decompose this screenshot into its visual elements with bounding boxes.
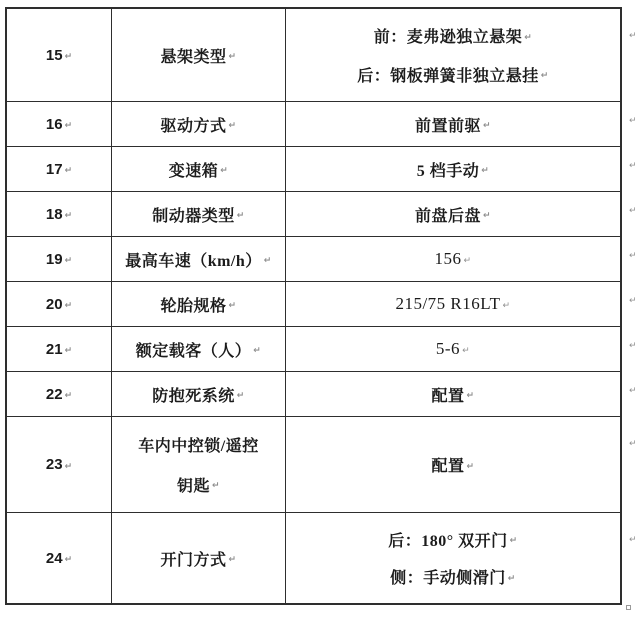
paragraph-mark-icon: ↵ — [540, 71, 549, 82]
value-cell — [286, 327, 620, 372]
text-run: 后：180° 双开门 — [388, 532, 508, 550]
label-cell — [112, 147, 286, 192]
cell-text — [152, 203, 245, 226]
row-end-mark-icon: ↵ — [629, 439, 637, 449]
row-end-mark-icon: ↵ — [629, 206, 637, 216]
cell-text — [46, 341, 72, 358]
text-run: 配置 — [431, 458, 465, 475]
num-cell — [7, 147, 112, 192]
cell-text — [46, 161, 72, 178]
cell-text — [431, 383, 474, 406]
cell-text — [46, 386, 72, 403]
paragraph-mark-icon: ↵ — [64, 52, 73, 62]
document-end-marker — [626, 605, 631, 610]
text-run: 制动器类型 — [152, 207, 235, 225]
value-cell — [286, 417, 620, 513]
text-run: 23 — [45, 456, 63, 473]
cell-text — [46, 47, 72, 64]
paragraph-mark-icon: ↵ — [64, 461, 73, 472]
paragraph-mark-icon: ↵ — [253, 346, 262, 356]
paragraph-mark-icon: ↵ — [502, 301, 511, 311]
paragraph-mark-icon: ↵ — [64, 121, 73, 131]
num-cell — [7, 192, 112, 237]
cell-text — [395, 294, 510, 314]
text-run: 侧：手动侧滑门 — [390, 570, 506, 588]
paragraph-mark-icon: ↵ — [463, 256, 472, 266]
cell-text — [374, 24, 533, 47]
row-end-mark-icon: ↵ — [629, 386, 637, 396]
cell-text — [152, 383, 245, 406]
text-run: 后：钢板弹簧非独立悬挂 — [357, 67, 539, 85]
label-cell — [112, 372, 286, 417]
row-end-mark-icon: ↵ — [629, 161, 637, 171]
value-cell — [286, 282, 620, 327]
text-run: 轮胎规格 — [160, 297, 227, 315]
num-cell — [7, 417, 112, 513]
num-cell — [7, 102, 112, 147]
paragraph-mark-icon: ↵ — [211, 481, 221, 492]
cell-text — [160, 293, 236, 316]
value-cell — [286, 372, 620, 417]
value-cell — [286, 192, 620, 237]
paragraph-mark-icon: ↵ — [481, 166, 490, 176]
text-run: 16 — [45, 115, 63, 133]
text-run: 20 — [45, 295, 63, 313]
text-run: 前盘后盘 — [414, 207, 481, 225]
text-run: 车内中控锁/遥控 — [138, 438, 259, 456]
label-cell — [112, 237, 286, 282]
cell-text — [160, 44, 236, 67]
cell-text — [46, 550, 72, 567]
row-end-mark-icon: ↵ — [629, 31, 637, 41]
text-run: 215/75 R16LT — [395, 294, 501, 313]
paragraph-mark-icon: ↵ — [64, 391, 73, 401]
text-run: 配置 — [431, 387, 465, 405]
cell-text — [434, 249, 471, 269]
row-end-mark-icon: ↵ — [629, 535, 637, 545]
cell-text — [415, 113, 491, 136]
paragraph-mark-icon: ↵ — [64, 166, 73, 176]
value-cell — [286, 237, 620, 282]
value-cell — [286, 9, 620, 102]
num-cell — [7, 513, 112, 603]
text-run: 19 — [45, 250, 63, 268]
paragraph-mark-icon: ↵ — [228, 52, 237, 62]
label-cell — [112, 513, 286, 603]
cell-text — [177, 473, 220, 496]
paragraph-mark-icon: ↵ — [236, 391, 245, 401]
text-run: 15 — [45, 46, 63, 64]
text-run: 开门方式 — [160, 551, 227, 569]
text-run: 5-6 — [435, 339, 461, 358]
text-run: 前：麦弗逊独立悬架 — [373, 29, 523, 47]
cell-text — [431, 453, 474, 476]
label-cell — [112, 102, 286, 147]
cell-text — [46, 456, 72, 473]
text-run: 17 — [45, 160, 63, 178]
paragraph-mark-icon: ↵ — [462, 346, 471, 356]
paragraph-mark-icon: ↵ — [64, 555, 73, 565]
label-cell — [112, 327, 286, 372]
text-run: 最高车速（km/h） — [125, 252, 262, 270]
cell-text — [390, 565, 516, 588]
cell-text — [436, 339, 470, 359]
text-run: 5 档手动 — [416, 162, 480, 180]
paragraph-mark-icon: ↵ — [466, 391, 475, 401]
cell-text — [136, 338, 262, 361]
row-end-mark-icon: ↵ — [629, 251, 637, 261]
cell-text — [160, 547, 236, 570]
paragraph-mark-icon: ↵ — [64, 256, 73, 266]
num-cell — [7, 327, 112, 372]
cell-text — [46, 251, 72, 268]
label-cell — [112, 282, 286, 327]
paragraph-mark-icon: ↵ — [220, 166, 229, 176]
text-run: 22 — [45, 385, 63, 403]
text-run: 悬架类型 — [160, 48, 227, 66]
value-cell — [286, 513, 620, 603]
paragraph-mark-icon: ↵ — [236, 211, 245, 221]
text-run: 驱动方式 — [160, 117, 227, 135]
paragraph-mark-icon: ↵ — [482, 211, 492, 221]
num-cell — [7, 372, 112, 417]
num-cell — [7, 282, 112, 327]
value-cell — [286, 102, 620, 147]
text-run: 额定载客（人） — [135, 342, 252, 360]
paragraph-mark-icon: ↵ — [228, 121, 237, 131]
row-end-mark-icon: ↵ — [629, 341, 637, 351]
cell-text — [160, 113, 236, 136]
text-run: 18 — [45, 205, 63, 223]
paragraph-mark-icon: ↵ — [524, 32, 533, 43]
vehicle-spec-table — [5, 7, 622, 605]
text-run: 21 — [45, 340, 63, 358]
paragraph-mark-icon: ↵ — [64, 211, 73, 221]
row-end-mark-icon: ↵ — [629, 296, 637, 306]
paragraph-mark-icon: ↵ — [64, 346, 73, 356]
cell-text — [138, 433, 258, 456]
paragraph-mark-icon: ↵ — [482, 121, 492, 131]
text-run: 156 — [434, 249, 462, 268]
paragraph-mark-icon: ↵ — [228, 301, 237, 311]
text-run: 前置前驱 — [414, 117, 481, 135]
value-cell — [286, 147, 620, 192]
label-cell — [112, 9, 286, 102]
num-cell — [7, 237, 112, 282]
paragraph-mark-icon: ↵ — [64, 301, 73, 311]
text-run: 变速箱 — [168, 162, 219, 180]
text-run: 防抱死系统 — [152, 387, 235, 405]
cell-text — [46, 116, 72, 133]
cell-text — [46, 206, 72, 223]
paragraph-mark-icon: ↵ — [263, 256, 272, 266]
paragraph-mark-icon: ↵ — [228, 555, 237, 565]
cell-text — [46, 296, 72, 313]
paragraph-mark-icon: ↵ — [507, 573, 516, 584]
row-end-mark-icon: ↵ — [629, 116, 637, 126]
paragraph-mark-icon: ↵ — [509, 536, 518, 547]
cell-text — [415, 203, 491, 226]
num-cell — [7, 9, 112, 102]
text-run: 24 — [45, 549, 63, 567]
text-run: 钥匙 — [176, 477, 210, 495]
label-cell — [112, 417, 286, 513]
cell-text — [125, 248, 272, 271]
paragraph-mark-icon: ↵ — [466, 461, 475, 472]
cell-text — [388, 528, 517, 551]
cell-text — [169, 158, 229, 181]
label-cell — [112, 192, 286, 237]
cell-text — [417, 158, 490, 181]
cell-text — [357, 63, 549, 86]
